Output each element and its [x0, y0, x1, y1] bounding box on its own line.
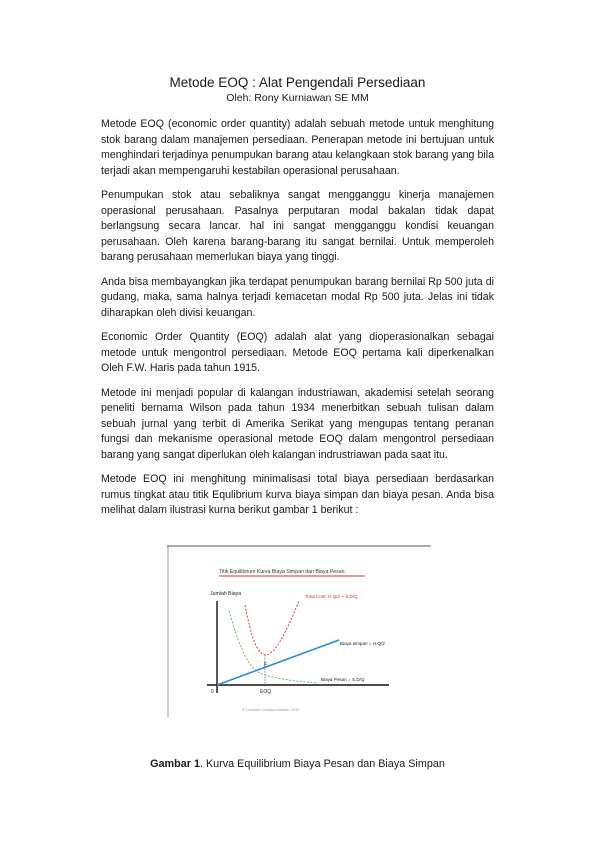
document-title: Metode EOQ : Alat Pengendali Persediaan	[169, 75, 426, 90]
paragraph: Economic Order Quantity (EOQ) adalah alat yang dioperasionalkan sebagai metode untuk mengontrol persediaan. Metode EOQ pertama kali diperkenalkan Oleh F.W. Haris pada tahun 1915.	[101, 331, 494, 374]
holding-cost-label: Biaya simpan = H.Q/2	[340, 641, 385, 646]
document-author: Oleh: Rony Kurniawan SE MM	[226, 92, 369, 104]
y-axis-label: Jumlah Biaya	[210, 591, 242, 597]
origin-label: 0	[211, 689, 214, 695]
paragraph: Metode EOQ (economic order quantity) adalah sebuah metode untuk menghitung stok barang dalam manajemen persediaan. Penerapan metode ini bertujuan untuk menghindari terjadinya penumpukan barang atau kelangkaan stok barang yang bila terjadi akan mempengaruhi kestabilan operasional perusahaan.	[101, 118, 494, 177]
eoq-tick-label: EOQ	[260, 689, 272, 695]
eoq-figure	[167, 545, 431, 717]
total-cost-label: Total Cost: H.Q/2 + S.D/Q	[305, 594, 358, 599]
figure-title: Titik Equilibrium Kurva Biaya Simpan dan Biaya Pesan	[219, 569, 345, 575]
equilibrium-point-label: F	[264, 662, 268, 668]
order-cost-label: Biaya Pesan = S.D/Q	[321, 677, 365, 682]
document-body	[101, 117, 494, 528]
caption-text: . Kurva Equilibrium Biaya Pesan dan Biaya Simpan	[199, 758, 445, 770]
paragraph: Metode ini menjadi popular di kalangan industriawan, akademisi setelah seorang peneliti bernama Wilson pada tahun 1934 menerbitkan sebuah tulisan dalam sebuah jurnal yang terbit di Amerika Serikat yang mengupas tentang peranan fungsi dan mekanisme operasional metode EOQ dalam mengontrol persediaan barang yang sangat diperlukan oleh kalangan indrustriawan pada saat itu.	[101, 386, 494, 461]
paragraph: Metode EOQ ini menghitung minimalisasi total biaya persediaan berdasarkan rumus tingkat atau titik Equlibrium kurva biaya simpan dan biaya pesan. Anda bisa melihat dalam ilustrasi kurna berikut gambar 1 berikut :	[101, 473, 494, 516]
paragraph: Penumpukan stok atau sebaliknya sangat mengganggu kinerja manajemen operasional perusahaan. Pasalnya perputaran modal bakalan tidak dapat berlangsung secara lancar. hal ini sangat mengganggu kondisi keuangan perusahaan. Oleh karena barang-barang itu sangat bernilai. Untuk memperoleh barang perusahaan memerlukan biaya yang tinggi.	[101, 189, 494, 263]
total-cost-curve	[245, 601, 299, 655]
figure-watermark: © Lubiseb ronnykurniawan 2012	[242, 707, 300, 712]
paragraph: Anda bisa membayangkan jika terdapat penumpukan barang bernilai Rp 500 juta di gudang, maka, sama halnya terjadi kemacetan modal Rp 500 juta. Jelas ini tidak diharapkan oleh divisi keuangan.	[101, 275, 494, 319]
figure-caption	[0, 757, 595, 771]
order-cost-curve	[229, 611, 317, 683]
caption-label: Gambar 1	[150, 758, 200, 770]
